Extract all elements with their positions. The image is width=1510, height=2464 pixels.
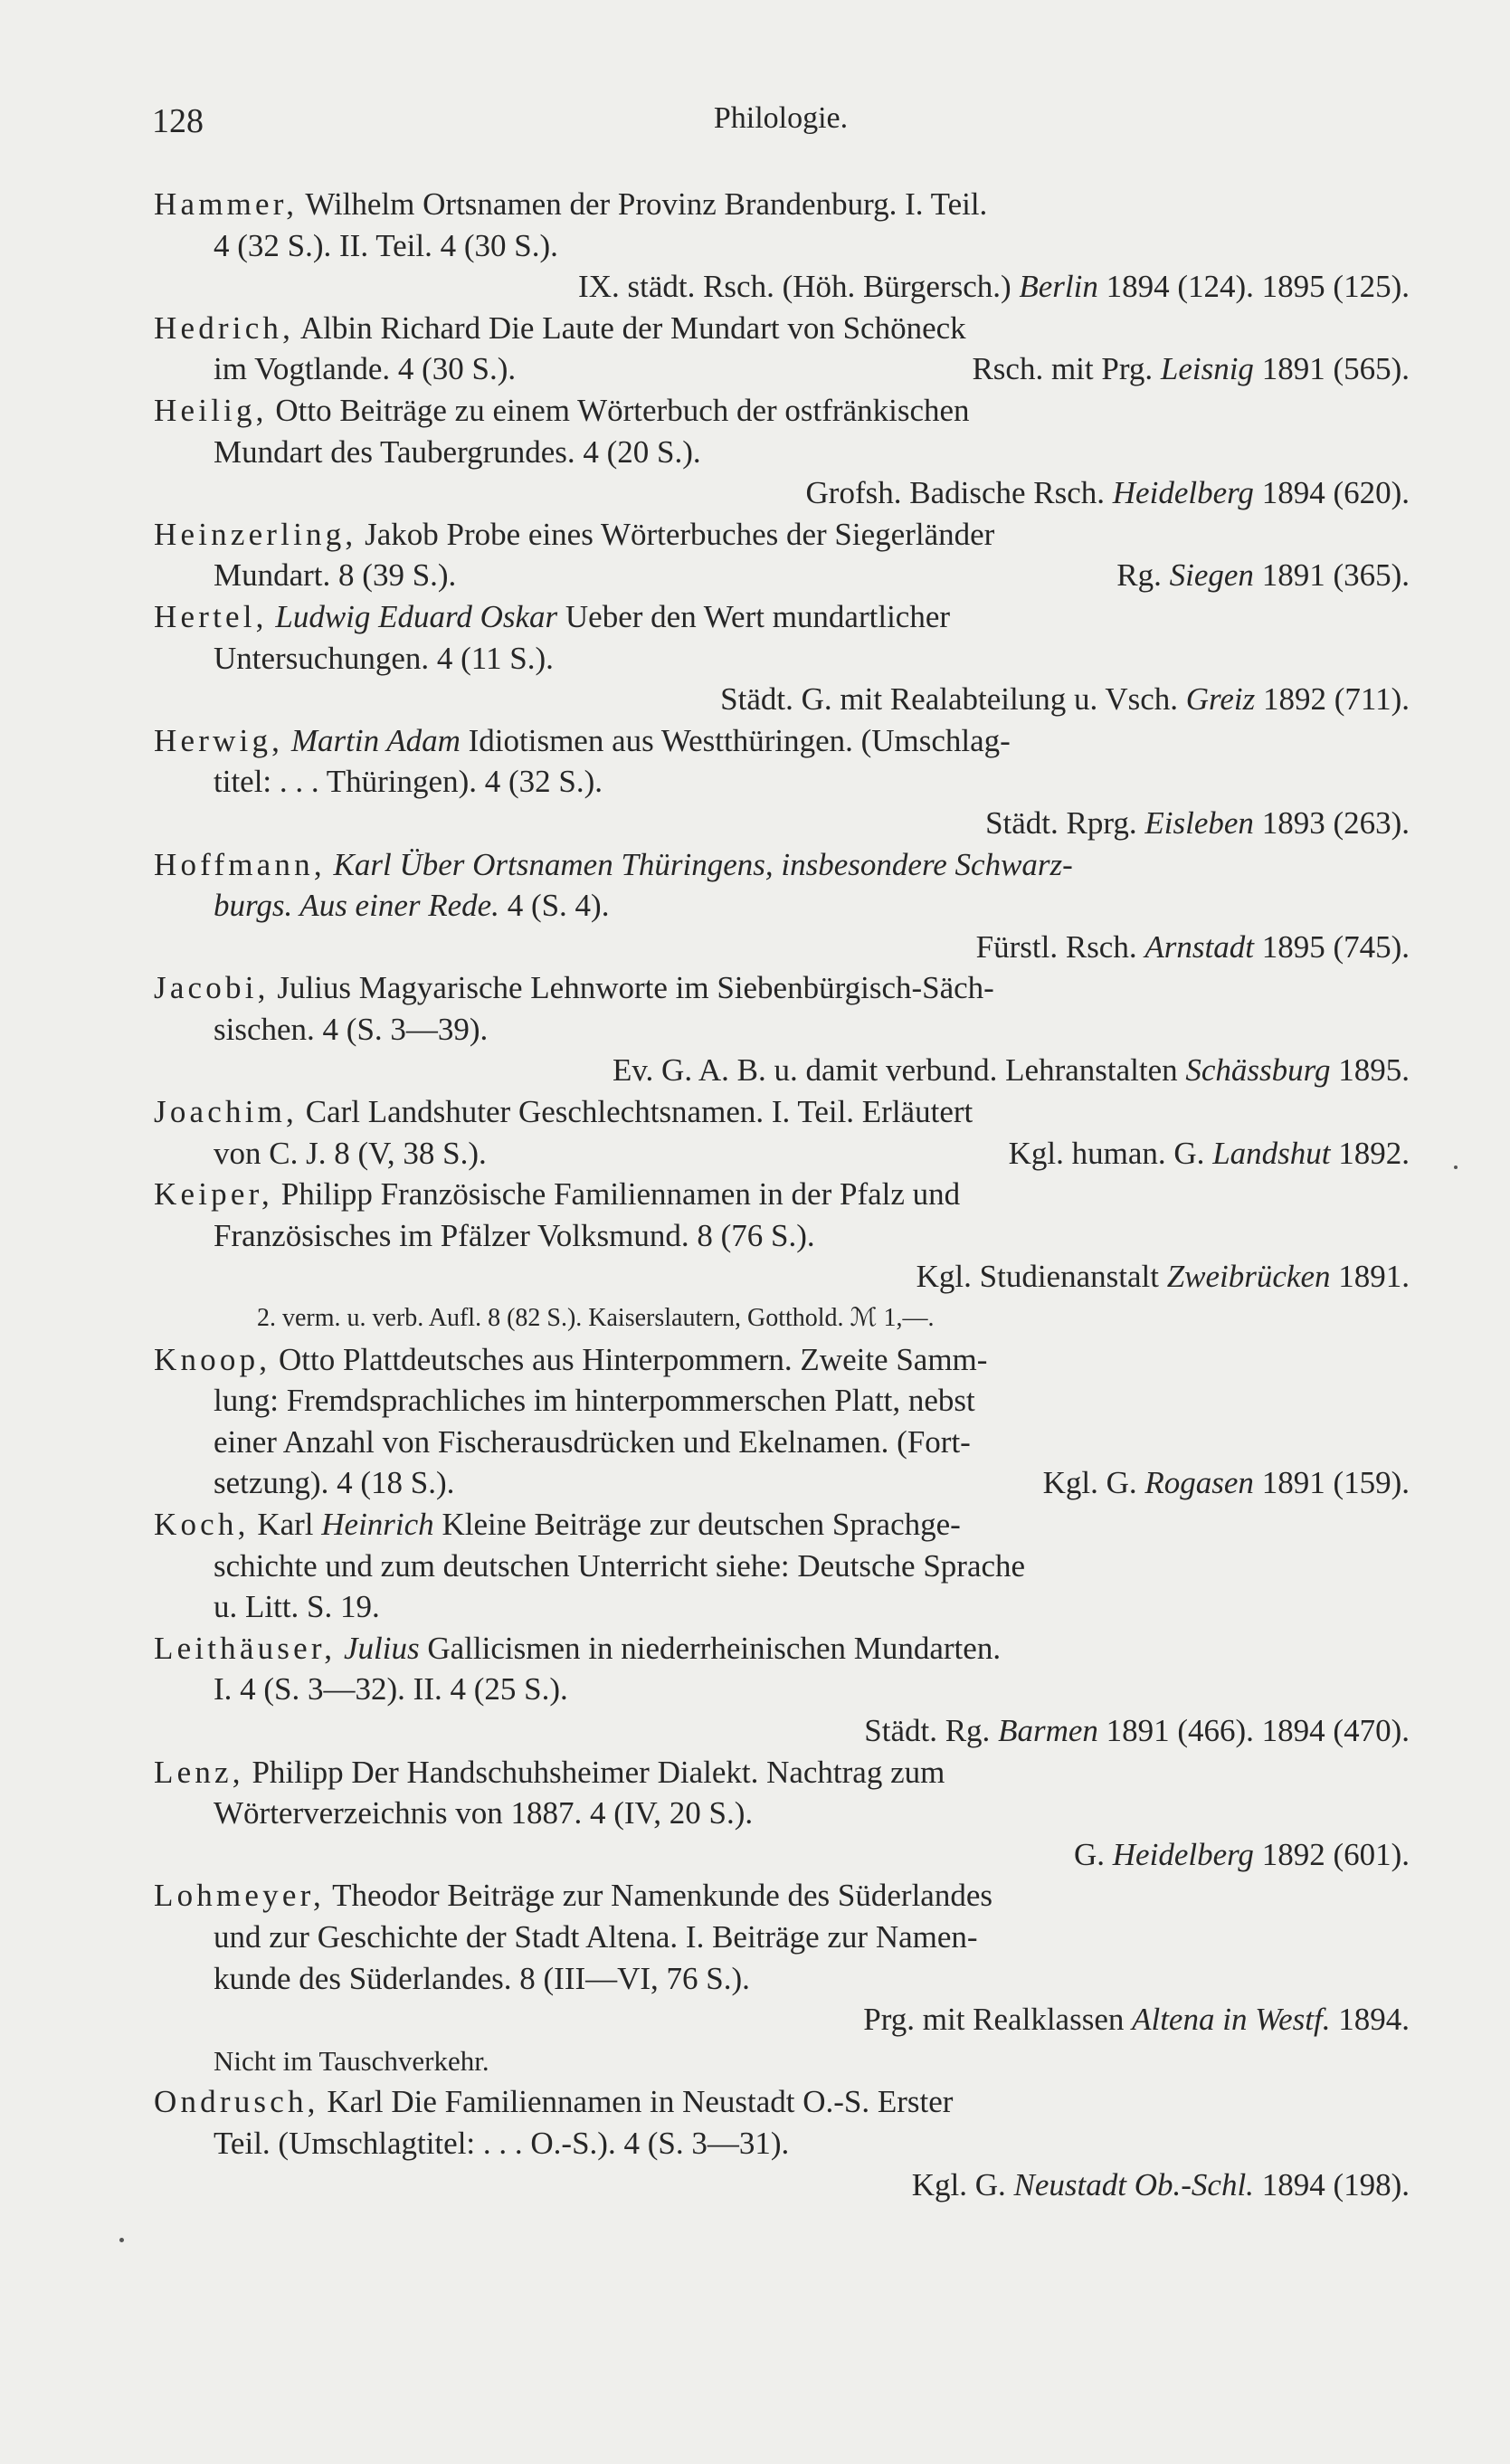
entry-author: Jacobi, (154, 970, 270, 1006)
entry-leithaeuser: Leithäuser, Julius Gallicismen in niederrheinischen Mundarten. I. 4 (S. 3—32). II. 4 (25 S.). Städt. Rg. Barmen 1891 (466). 1894 (470). (154, 1630, 1410, 1748)
entry-hammer: Hammer, Wilhelm Ortsnamen der Provinz Brandenburg. I. Teil. 4 (32 S.). II. Teil. 4 (30 S.). IX. städt. Rsch. (Höh. Bürgersch.) Berlin 1894 (124). 1895 (125). (154, 186, 1410, 305)
entry-heinzerling: Heinzerling, Jakob Probe eines Wörterbuches der Siegerländer Mundart. 8 (39 S.). Rg. Siegen 1891 (365). (154, 516, 1410, 594)
entry-knoop: Knoop, Otto Plattdeutsches aus Hinterpommern. Zweite Samm- lung: Fremdsprachliches im hinterpommerschen Platt, nebst einer Anzahl von Fischerausdrücken und Ekelnamen. (Fort- setzung). 4 (18 S.). Kgl. G. Rogasen 1891 (159). (154, 1341, 1410, 1501)
entry-ondrusch: Ondrusch, Karl Die Familiennamen in Neustadt O.-S. Erster Teil. (Umschlagtitel: . . . O.-S.). 4 (S. 3—31). Kgl. G. Neustadt Ob.-Schl. 1894 (198). (154, 2084, 1410, 2202)
entry-keiper: Keiper, Philipp Französische Familiennamen in der Pfalz und Französisches im Pfälzer Volksmund. 8 (76 S.). Kgl. Studienanstalt Zweibrücken 1891. 2. verm. u. verb. Aufl. 8 (82 S.). Kaiserslautern, Gotthold. ℳ 1,—. (154, 1174, 1410, 1338)
print-speck (119, 2238, 124, 2242)
entry-author: Hammer, (154, 186, 299, 222)
entry-author: Hoffmann, (154, 846, 326, 882)
entry-hertel: Hertel, Ludwig Eduard Oskar Ueber den Wert mundartlicher Untersuchungen. 4 (11 S.). Städt. G. mit Realabteilung u. Vsch. Greiz 1892 (711). (154, 598, 1410, 718)
exchange-note: Nicht im Tauschverkehr. (214, 2044, 489, 2077)
running-head: Philologie. (713, 101, 849, 135)
entry-herwig: Herwig, Martin Adam Idiotismen aus Westthüringen. (Umschlag- titel: . . . Thüringen). 4 (32 S.). Städt. Rprg. Eisleben 1893 (263). (154, 722, 1410, 841)
entry-lenz: Lenz, Philipp Der Handschuhsheimer Dialekt. Nachtrag zum Wörterverzeichnis von 1887. 4 (IV, 20 S.). G. Heidelberg 1892 (601). (154, 1754, 1410, 1872)
entry-heilig: Heilig, Otto Beiträge zu einem Wörterbuch der ostfränkischen Mundart des Taubergrundes. 4 (20 S.). Grofsh. Badische Rsch. Heidelberg 1894 (620). (154, 392, 1410, 511)
entry-author: Joachim, (154, 1094, 298, 1130)
entry-author: Herwig, (154, 722, 284, 758)
print-speck (1454, 1165, 1458, 1169)
entry-author: Koch, (154, 1507, 250, 1542)
page-header (152, 101, 1410, 156)
entry-author: Leithäuser, (154, 1630, 337, 1666)
entry-author: Hertel, (154, 598, 268, 634)
entry-author: Lohmeyer, (154, 1878, 325, 1914)
entry-author: Heinzerling, (154, 516, 357, 552)
bibliography-list (154, 184, 1410, 2205)
entry-author: Keiper, (154, 1176, 273, 1213)
entry-jacobi: Jacobi, Julius Magyarische Lehnworte im Siebenbürgisch-Säch- sischen. 4 (S. 3—39). Ev. G. A. B. u. damit verbund. Lehranstalten Schässburg 1895. (154, 970, 1410, 1089)
entry-author: Knoop, (154, 1341, 271, 1377)
entry-author: Ondrusch, (154, 2084, 319, 2120)
entry-koch: Koch, Karl Heinrich Kleine Beiträge zur deutschen Sprachge- schichte und zum deutschen Unterricht siehe: Deutsche Sprache u. Litt. S. 19. (154, 1507, 1026, 1625)
entry-hoffmann: Hoffmann, Karl Über Ortsnamen Thüringens, insbesondere Schwarz- burgs. Aus einer Rede. 4 (S. 4). Fürstl. Rsch. Arnstadt 1895 (745). (154, 846, 1410, 965)
entry-lohmeyer: Lohmeyer, Theodor Beiträge zur Namenkunde des Süderlandes und zur Geschichte der Stadt Altena. I. Beiträge zur Namen- kunde des Süderlandes. 8 (III—VI, 76 S.). Prg. mit Realklassen Altena in Westf. 1894. Nicht im Tauschverkehr. (154, 1875, 1410, 2081)
entry-author: Lenz, (154, 1754, 244, 1790)
entry-author: Heilig, (154, 392, 268, 428)
edition-note: 2. verm. u. verb. Aufl. 8 (82 S.). Kaiserslautern, Gotthold. ℳ 1,—. (257, 1304, 935, 1333)
page-number: 128 (152, 102, 204, 140)
entry-joachim: Joachim, Carl Landshuter Geschlechtsnamen. I. Teil. Erläutert von C. J. 8 (V, 38 S.). Kgl. human. G. Landshut 1892. (154, 1094, 1410, 1171)
entry-hedrich: Hedrich, Albin Richard Die Laute der Mundart von Schöneck im Vogtlande. 4 (30 S.). Rsch. mit Prg. Leisnig 1891 (565). (154, 309, 1410, 387)
entry-author: Hedrich, (154, 309, 295, 346)
